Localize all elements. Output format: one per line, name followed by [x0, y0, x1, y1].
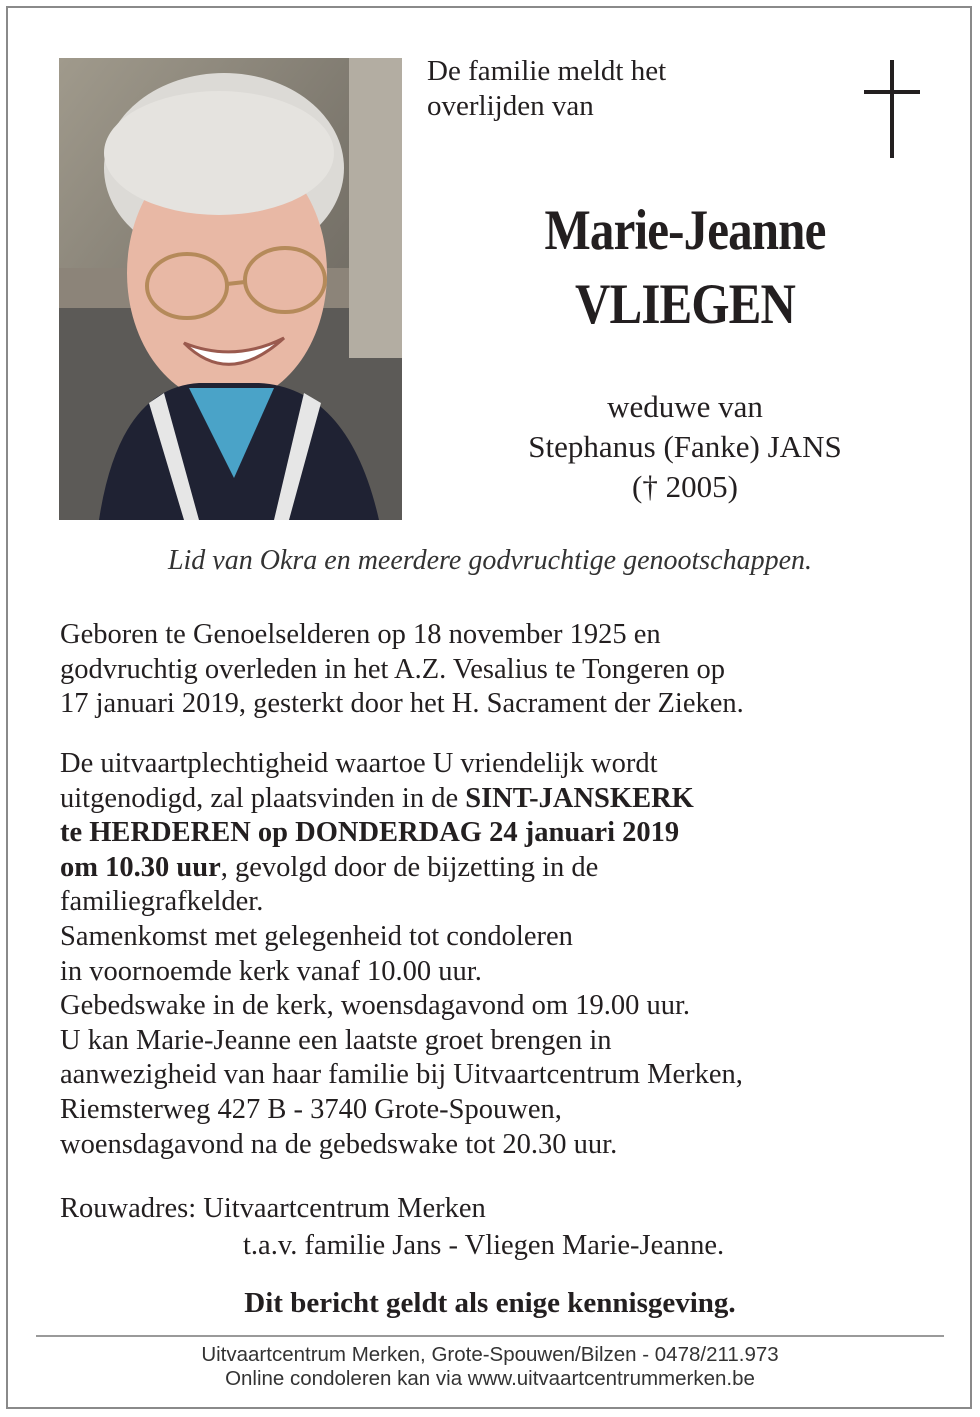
paragraph-line: Samenkomst met gelegenheid tot condoleren	[60, 920, 573, 952]
funeral-time: om 10.30 uur	[60, 851, 221, 883]
paragraph-line: Geboren te Genoelselderen op 18 november 1925 en	[60, 619, 661, 650]
footer-contact: Uitvaartcentrum Merken, Grote-Spouwen/Bilzen - 0478/211.973	[201, 1343, 779, 1366]
funeral-paragraph	[60, 747, 940, 1162]
paragraph-line: familiegrafkelder.	[60, 886, 264, 918]
rouwadres-attention: t.a.v. familie Jans - Vliegen Marie-Jeanne.	[243, 1230, 725, 1261]
paragraph-line: Riemsterweg 427 B - 3740 Grote-Spouwen,	[60, 1093, 562, 1125]
divider	[36, 1335, 944, 1337]
widow-line: weduwe van	[607, 389, 763, 424]
church-name: SINT-JANSKERK	[465, 782, 694, 814]
paragraph-line: De uitvaartplechtigheid waartoe U vriendelijk wordt	[60, 748, 658, 779]
funeral-date: te HERDEREN op DONDERDAG 24 januari 2019	[60, 817, 680, 849]
intro-line: overlijden van	[427, 90, 594, 122]
paragraph-line: U kan Marie-Jeanne een laatste groet brengen in	[60, 1024, 612, 1056]
cross-icon	[864, 60, 920, 158]
rouwadres-line: Rouwadres: Uitvaartcentrum Merken	[60, 1193, 486, 1224]
line-text: uitgenodigd, zal plaatsvinden in de	[60, 782, 466, 814]
membership-line: Lid van Okra en meerdere godvruchtige genootschappen.	[167, 545, 813, 576]
paragraph-line: Gebedswake in de kerk, woensdagavond om 19.00 uur.	[60, 990, 691, 1022]
intro-line: De familie meldt het	[427, 55, 667, 87]
spouse-name: Stephanus (Fanke) JANS	[528, 429, 842, 464]
paragraph-line	[60, 851, 940, 886]
paragraph-line: aanwezigheid van haar familie bij Uitvaartcentrum Merken,	[60, 1059, 743, 1091]
deceased-first-name: Marie-Jeanne	[544, 199, 826, 262]
widow-block	[420, 387, 950, 507]
paragraph-line: woensdagavond na de gebedswake tot 20.30 uur.	[60, 1128, 618, 1160]
deceased-last-name: VLIEGEN	[574, 273, 796, 336]
birth-death-paragraph	[60, 618, 940, 722]
footer-website: Online condoleren kan via www.uitvaartcentrummerken.be	[225, 1367, 755, 1390]
paragraph-line: 17 januari 2019, gesterkt door het H. Sacrament der Zieken.	[60, 688, 744, 720]
notice-line: Dit bericht geldt als enige kennisgeving.	[244, 1287, 736, 1319]
intro-text	[427, 54, 666, 124]
paragraph-line	[60, 782, 940, 817]
paragraph-line: in voornoemde kerk vanaf 10.00 uur.	[60, 955, 482, 987]
portrait-photo	[59, 58, 402, 520]
spouse-death-year: († 2005)	[632, 469, 738, 504]
line-text: , gevolgd door de bijzetting in de	[220, 851, 599, 883]
paragraph-line: godvruchtig overleden in het A.Z. Vesalius te Tongeren op	[60, 653, 725, 685]
paragraph-line	[60, 816, 940, 851]
